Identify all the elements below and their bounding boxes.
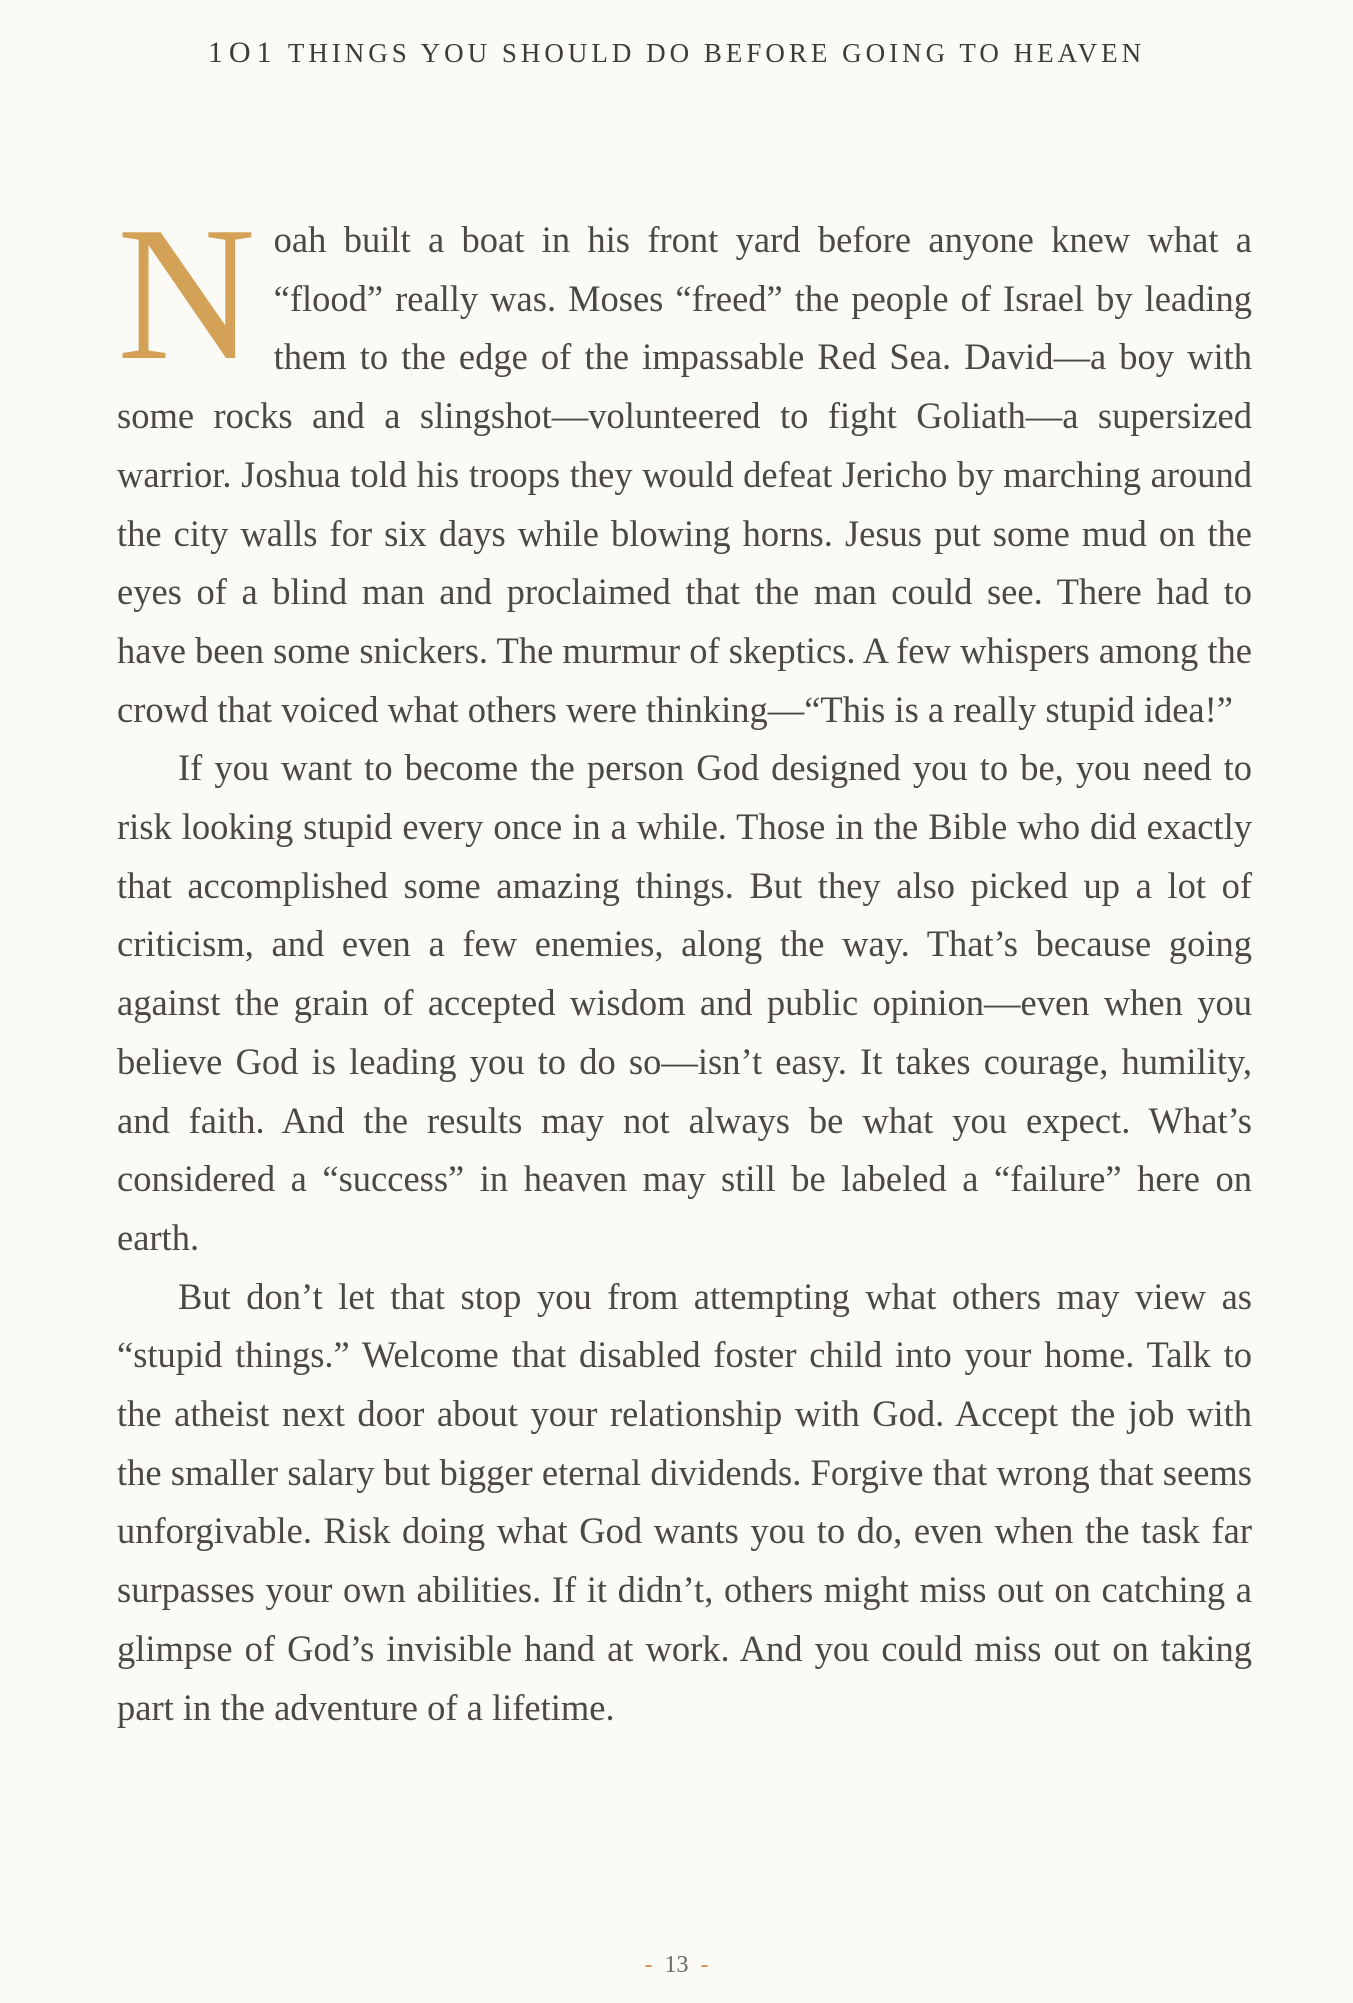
running-head-number: 1O1 [207, 36, 278, 69]
folio-dash-right: - [700, 1952, 709, 1978]
paragraph-1 [117, 187, 1252, 739]
paragraph-1-text: oah built a boat in his front yard before anyone knew what a “flood” really was. Moses “freed” the people of Israel by leading them to the edge of the impassable Red Sea. David—a boy with some rocks and a slingshot—volunteered to fight Goliath—a supersized warrior. Joshua told his troops they would defeat Jericho by marching around the city walls for six days while blowing horns. Jesus put some mud on the eyes of a blind man and proclaimed that the man could see. There had to have been some snickers. The murmur of skeptics. A few whispers among the crowd that voiced what others were thinking—“This is a really stupid idea!” [117, 219, 1252, 730]
paragraph-2: If you want to become the person God designed you to be, you need to risk looking stupid every once in a while. Those in the Bible who did exactly that accomplished some amazing things. But they also picked up a lot of criticism, and even a few enemies, along the way. That’s because going against the grain of accepted wisdom and public opinion—even when you believe God is leading you to do so—isn’t easy. It takes courage, humility, and faith. And the results may not always be what you expect. What’s considered a “success” in heaven may still be labeled a “failure” here on earth. [117, 747, 1252, 1258]
running-head [0, 36, 1353, 70]
drop-cap: N [117, 187, 256, 400]
page-number-footer [0, 1952, 1353, 1979]
body-text [117, 187, 1252, 1737]
running-head-title: THINGS YOU SHOULD DO BEFORE GOING TO HEAVEN [287, 38, 1146, 68]
paragraph-3: But don’t let that stop you from attempting what others may view as “stupid things.” Welcome that disabled foster child into your home. Talk to the atheist next door about your relationship with God. Accept the job with the smaller salary but bigger eternal dividends. Forgive that wrong that seems unforgivable. Risk doing what God wants you to do, even when the task far surpasses your own abilities. If it didn’t, others might miss out on catching a glimpse of God’s invisible hand at work. And you could miss out on taking part in the adventure of a lifetime. [117, 1275, 1252, 1728]
folio-dash-left: - [644, 1952, 653, 1978]
page-number: 13 [664, 1952, 689, 1978]
